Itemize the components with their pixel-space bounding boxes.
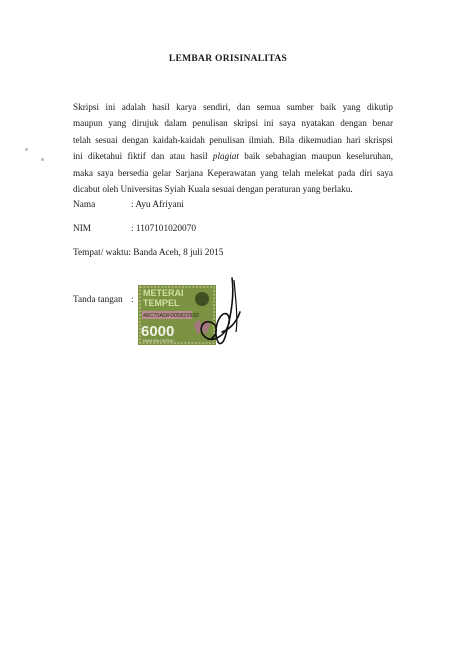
handwritten-signature: [188, 272, 248, 352]
scan-speck: [25, 148, 28, 151]
nim-value: : 1107101020070: [131, 224, 196, 234]
stamp-serial: 46C70ADF005822910: [143, 313, 199, 319]
line-tail: baik sebahagian maupun keseluruhan,: [238, 151, 393, 162]
nama-label: Nama: [73, 200, 96, 210]
field-tempat-waktu: Tempat/ waktu: Banda Aceh, 8 juli 2015: [73, 248, 224, 258]
paragraph-line: maka saya bersedia gelar Sarjana Keperawatan yang telah melekat pada diri saya: [73, 167, 393, 178]
nim-label: NIM: [73, 224, 92, 234]
statement-paragraph: [73, 99, 393, 197]
field-nim: [73, 224, 196, 234]
field-tanda-tangan: [73, 295, 134, 305]
nama-value: : Ayu Afriyani: [131, 200, 184, 210]
stamp-line1: METERAI: [143, 288, 184, 298]
document-title: LEMBAR ORISINALITAS: [168, 54, 288, 64]
field-nama: [73, 200, 184, 210]
paragraph-line: dicabut oleh Universitas Syiah Kuala sesuai dengan peraturan yang berlaku.: [73, 184, 353, 195]
line-head: ini diketahui fiktif dan atau hasil: [73, 151, 213, 162]
emphasis-plagiat: plagiat: [212, 151, 239, 162]
stamp-value: 6000: [141, 323, 175, 340]
paragraph-line: Skripsi ini adalah hasil karya sendiri, dan semua sumber baik yang dikutip: [73, 102, 393, 112]
scan-speck: [41, 158, 44, 161]
stamp-subtext: ENAM RIBU RUPIAH: [143, 339, 174, 343]
stamp-line2: TEMPEL: [143, 298, 180, 308]
ttd-label: Tanda tangan: [73, 295, 123, 305]
ttd-colon: :: [131, 295, 134, 305]
paragraph-line: maupun yang dirujuk dalam penulisan skripsi ini saya nyatakan dengan benar: [73, 118, 393, 129]
paragraph-line-with-emphasis: [73, 148, 393, 164]
paragraph-line: telah sesuai dengan kaidah-kaidah penulisan ilmiah. Bila dikemudian hari skrispsi: [73, 134, 393, 145]
